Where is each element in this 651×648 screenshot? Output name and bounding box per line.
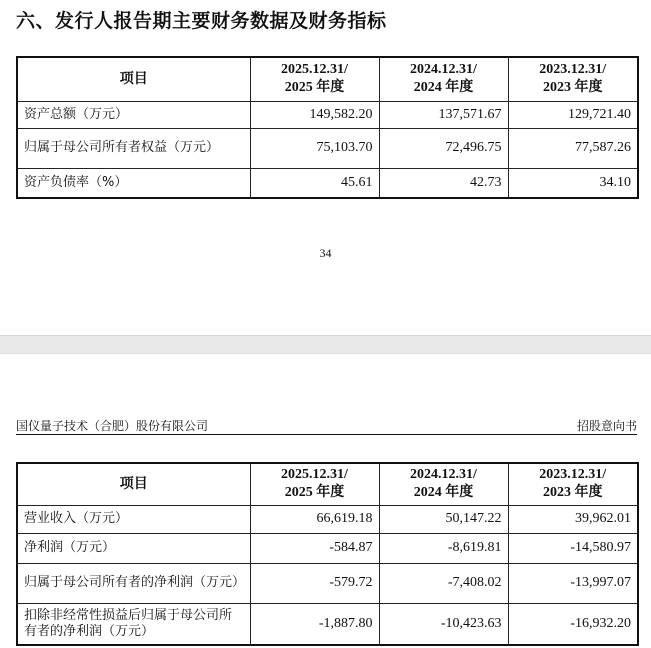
row-label: 营业收入（万元） xyxy=(17,505,250,533)
table-header-row xyxy=(17,57,638,101)
table-row xyxy=(17,168,638,198)
page-gap xyxy=(0,335,651,354)
running-header-doc-type: 招股意向书 xyxy=(576,419,637,433)
financial-table-balance xyxy=(16,56,639,199)
header-2023: 2023.12.31/ 2023 年度 xyxy=(508,57,638,101)
header-2023: 2023.12.31/ 2023 年度 xyxy=(508,463,638,505)
cell-2025: -579.72 xyxy=(250,563,379,603)
cell-2023: 129,721.40 xyxy=(508,101,638,128)
cell-2023: 34.10 xyxy=(508,168,638,198)
cell-2023: -14,580.97 xyxy=(508,533,638,563)
cell-2025: 149,582.20 xyxy=(250,101,379,128)
row-label: 资产总额（万元） xyxy=(17,101,250,128)
cell-2023: -16,932.20 xyxy=(508,603,638,645)
cell-2024: -10,423.63 xyxy=(379,603,508,645)
cell-2024: 50,147.22 xyxy=(379,505,508,533)
table-row xyxy=(17,505,638,533)
financial-table-income xyxy=(16,462,639,646)
table-row xyxy=(17,563,638,603)
header-item: 项目 xyxy=(17,57,250,101)
cell-2025: 45.61 xyxy=(250,168,379,198)
table-row xyxy=(17,128,638,168)
cell-2023: 77,587.26 xyxy=(508,128,638,168)
cell-2025: -584.87 xyxy=(250,533,379,563)
row-label: 扣除非经常性损益后归属于母公司所有者的净利润（万元） xyxy=(17,603,250,645)
section-title: 六、发行人报告期主要财务数据及财务指标 xyxy=(16,10,387,32)
page-number: 34 xyxy=(319,246,332,260)
cell-2024: 42.73 xyxy=(379,168,508,198)
table-row xyxy=(17,101,638,128)
running-header-company: 国仪量子技术（合肥）股份有限公司 xyxy=(16,419,209,433)
header-2025: 2025.12.31/ 2025 年度 xyxy=(250,57,379,101)
row-label: 归属于母公司所有者权益（万元） xyxy=(17,128,250,168)
table-row xyxy=(17,603,638,645)
cell-2025: 66,619.18 xyxy=(250,505,379,533)
header-2024: 2024.12.31/ 2024 年度 xyxy=(379,57,508,101)
row-label: 归属于母公司所有者的净利润（万元） xyxy=(17,563,250,603)
cell-2023: -13,997.07 xyxy=(508,563,638,603)
running-header xyxy=(16,416,637,435)
table-row xyxy=(17,533,638,563)
cell-2024: 72,496.75 xyxy=(379,128,508,168)
header-2025: 2025.12.31/ 2025 年度 xyxy=(250,463,379,505)
header-2024: 2024.12.31/ 2024 年度 xyxy=(379,463,508,505)
row-label: 净利润（万元） xyxy=(17,533,250,563)
header-item: 项目 xyxy=(17,463,250,505)
cell-2024: -8,619.81 xyxy=(379,533,508,563)
cell-2024: -7,408.02 xyxy=(379,563,508,603)
cell-2024: 137,571.67 xyxy=(379,101,508,128)
table-header-row xyxy=(17,463,638,505)
cell-2025: -1,887.80 xyxy=(250,603,379,645)
cell-2025: 75,103.70 xyxy=(250,128,379,168)
row-label: 资产负债率（%） xyxy=(17,168,250,198)
cell-2023: 39,962.01 xyxy=(508,505,638,533)
